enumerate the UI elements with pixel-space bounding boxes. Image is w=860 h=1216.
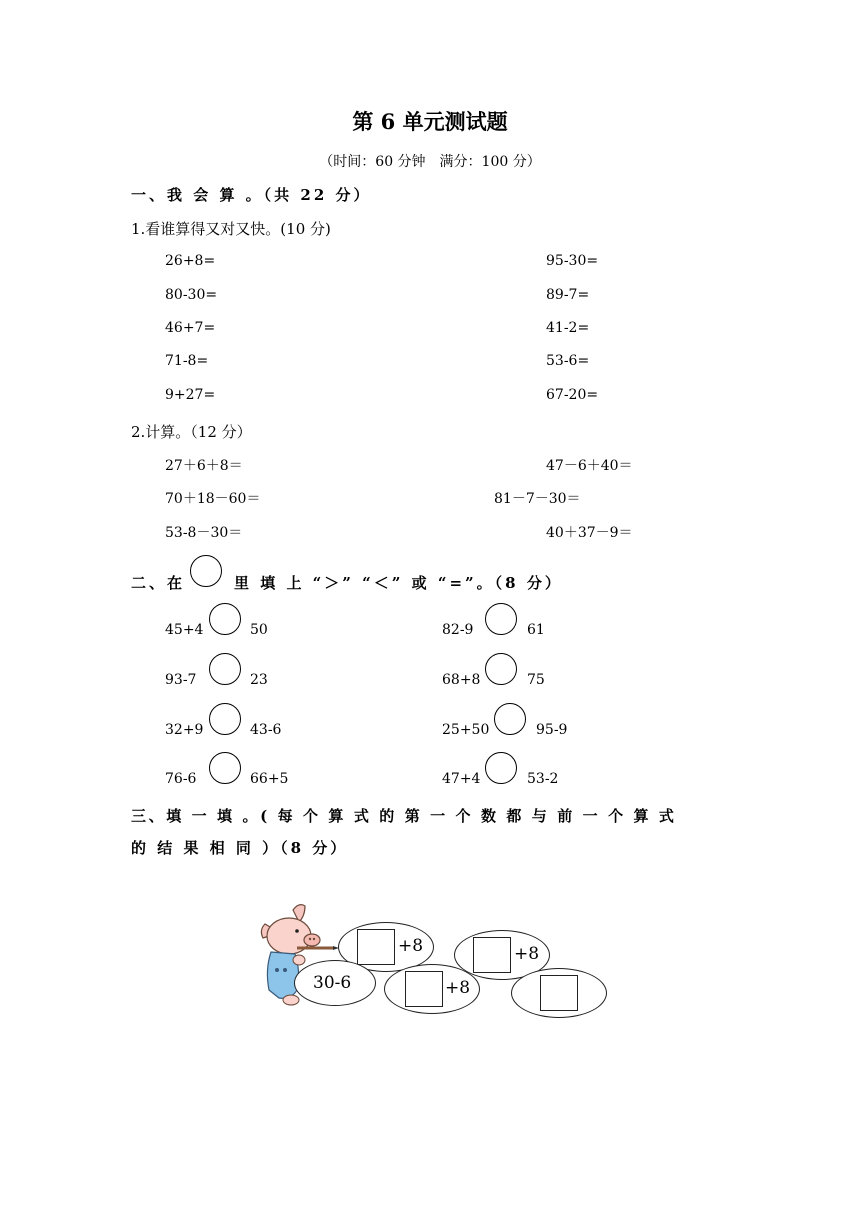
plus-label-2: +8 bbox=[514, 944, 540, 964]
part2-left-expr-2: 70＋18－60＝ bbox=[165, 491, 261, 507]
section3-heading-line1: 三、填 一 填 。( 每 个 算 式 的 第 一 个 数 都 与 前 一 个 算 式 bbox=[131, 807, 677, 825]
compare-answer-circle[interactable] bbox=[209, 752, 241, 784]
section1-part2-label: 2.计算。（12 分） bbox=[131, 423, 252, 441]
part1-right-expr-2: 89-7= bbox=[546, 287, 590, 303]
compare-answer-circle[interactable] bbox=[485, 653, 517, 685]
compare-left-2: 82-9 bbox=[442, 622, 474, 638]
compare-answer-circle[interactable] bbox=[485, 752, 517, 784]
compare-left-1: 45+4 bbox=[165, 622, 204, 638]
page-subtitle: （时间：60 分钟 满分：100 分） bbox=[319, 154, 541, 170]
section2-heading-suffix: 里 填 上 “＞” “＜” 或 “=”。（8 分） bbox=[234, 574, 563, 592]
heading-circle-icon bbox=[190, 555, 222, 587]
compare-right-1: 23 bbox=[250, 672, 268, 688]
part1-left-expr-5: 9+27= bbox=[165, 387, 216, 403]
compare-answer-circle[interactable] bbox=[485, 603, 517, 635]
compare-right-2: 75 bbox=[527, 672, 545, 688]
compare-left-1: 76-6 bbox=[165, 771, 197, 787]
compare-left-2: 25+50 bbox=[442, 722, 490, 738]
compare-left-2: 68+8 bbox=[442, 672, 481, 688]
part2-left-expr-3: 53-8－30＝ bbox=[165, 525, 243, 541]
part2-right-expr-3: 40＋37－9＝ bbox=[546, 525, 633, 541]
page-title: 第 6 单元测试题 bbox=[352, 109, 508, 134]
section3-heading-line2: 的 结 果 相 同 ）（8 分） bbox=[131, 839, 349, 857]
answer-box-3[interactable] bbox=[405, 971, 443, 1007]
compare-left-1: 93-7 bbox=[165, 672, 197, 688]
part1-right-expr-5: 67-20= bbox=[546, 387, 599, 403]
compare-answer-circle[interactable] bbox=[209, 703, 241, 735]
part2-left-expr-1: 27＋6＋8＝ bbox=[165, 458, 243, 474]
compare-right-1: 43-6 bbox=[250, 722, 282, 738]
compare-right-1: 50 bbox=[250, 622, 268, 638]
plus-label-3: +8 bbox=[445, 978, 471, 998]
compare-right-2: 53-2 bbox=[527, 771, 559, 787]
compare-answer-circle[interactable] bbox=[209, 653, 241, 685]
part2-right-expr-1: 47－6＋40＝ bbox=[546, 458, 633, 474]
compare-answer-circle[interactable] bbox=[494, 703, 526, 735]
part1-right-expr-1: 95-30= bbox=[546, 253, 599, 269]
section1-part1-label: 1.看谁算得又对又快。(10 分) bbox=[131, 220, 331, 238]
section1-heading: 一、我 会 算 。（共 22 分） bbox=[131, 186, 372, 204]
compare-left-1: 32+9 bbox=[165, 722, 204, 738]
plus-label-1: +8 bbox=[398, 936, 424, 956]
answer-box-2[interactable] bbox=[473, 937, 511, 973]
part1-left-expr-4: 71-8= bbox=[165, 353, 209, 369]
compare-right-2: 95-9 bbox=[536, 722, 568, 738]
part1-left-expr-2: 80-30= bbox=[165, 287, 218, 303]
start-expression: 30-6 bbox=[313, 973, 352, 993]
section2-heading-prefix: 二、在 bbox=[131, 574, 186, 592]
answer-box-4[interactable] bbox=[540, 975, 578, 1011]
part1-right-expr-4: 53-6= bbox=[546, 353, 590, 369]
answer-box-1[interactable] bbox=[357, 929, 395, 965]
part1-left-expr-1: 26+8= bbox=[165, 253, 216, 269]
part1-right-expr-3: 41-2= bbox=[546, 320, 590, 336]
part1-left-expr-3: 46+7= bbox=[165, 320, 216, 336]
compare-right-1: 66+5 bbox=[250, 771, 289, 787]
compare-right-2: 61 bbox=[527, 622, 545, 638]
compare-left-2: 47+4 bbox=[442, 771, 481, 787]
part2-right-expr-2: 81－7－30＝ bbox=[494, 491, 581, 507]
compare-answer-circle[interactable] bbox=[209, 603, 241, 635]
